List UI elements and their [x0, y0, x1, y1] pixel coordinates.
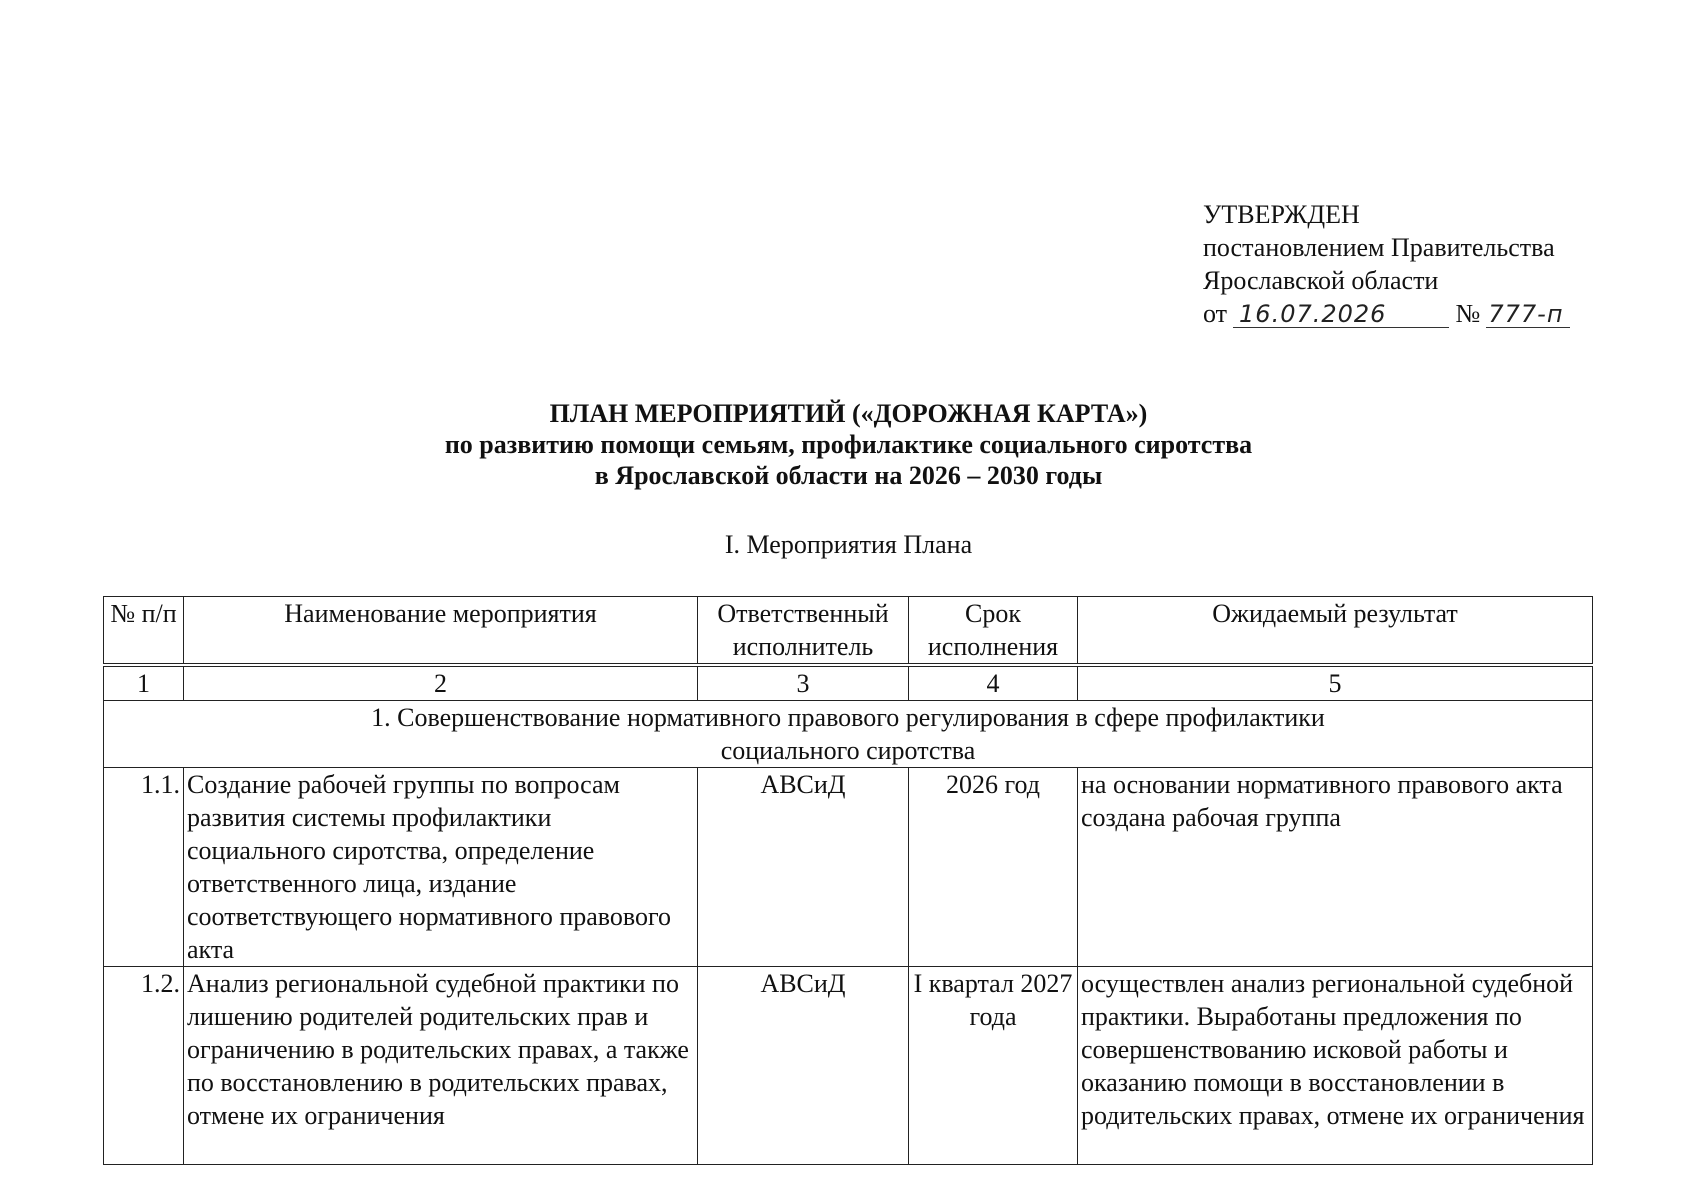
- group-row: [104, 701, 1593, 768]
- column-number: 3: [698, 665, 909, 701]
- row-num: 1.2.: [104, 967, 184, 1165]
- header-deadline: Срок исполнения: [909, 597, 1078, 666]
- row-num: 1.1.: [104, 768, 184, 967]
- column-number: 4: [909, 665, 1078, 701]
- date-prefix: от: [1203, 299, 1228, 328]
- table-row: [104, 768, 1593, 967]
- row-deadline: 2026 год: [909, 768, 1078, 967]
- row-result: осуществлен анализ региональной судебной практики. Выработаны предложения по совершенствованию исковой работы и оказанию помощи в восстановлении в родительских правах, отмене их ограничения: [1078, 967, 1593, 1165]
- title-line-3: в Ярославской области на 2026 – 2030 годы: [594, 461, 1103, 490]
- header-result: Ожидаемый результат: [1078, 597, 1593, 666]
- column-number: 5: [1078, 665, 1593, 701]
- column-numbers-row: [104, 665, 1593, 701]
- table-header-row: [104, 597, 1593, 666]
- number-prefix: №: [1455, 299, 1481, 328]
- row-result: на основании нормативного правового акта создана рабочая группа: [1078, 768, 1593, 967]
- title-line-2: по развитию помощи семьям, профилактике социального сиротства: [444, 430, 1253, 459]
- approval-date-line: [1203, 297, 1570, 330]
- row-deadline: I квартал 2027 года: [909, 967, 1078, 1165]
- group-heading: 1. Совершенствование нормативного правового регулирования в сфере профилактики социального сиротства: [104, 701, 1593, 768]
- header-name: Наименование мероприятия: [184, 597, 698, 666]
- approval-line-2: Ярославской области: [1203, 266, 1439, 295]
- document-title: [0, 398, 1697, 491]
- title-line-1: ПЛАН МЕРОПРИЯТИЙ («ДОРОЖНАЯ КАРТА»): [549, 399, 1148, 428]
- table-row: [104, 967, 1593, 1165]
- approval-line-1: постановлением Правительства: [1203, 233, 1555, 262]
- row-name: Создание рабочей группы по вопросам развития системы профилактики социального сиротства, определение ответственного лица, издание соответствующего нормативного правового акта: [184, 768, 698, 967]
- approval-number: 777-п: [1486, 301, 1570, 328]
- header-executor: Ответственный исполнитель: [698, 597, 909, 666]
- row-name: Анализ региональной судебной практики по лишению родителей родительских прав и ограничению в родительских правах, а также по восстановлению в родительских правах, отмене их ограничения: [184, 967, 698, 1165]
- approval-stamp: [1203, 198, 1570, 330]
- row-executor: АВСиД: [698, 967, 909, 1165]
- row-executor: АВСиД: [698, 768, 909, 967]
- column-number: 1: [104, 665, 184, 701]
- column-number: 2: [184, 665, 698, 701]
- approval-date: 16.07.2026: [1233, 301, 1449, 328]
- section-heading: I. Мероприятия Плана: [724, 530, 973, 559]
- approval-label: УТВЕРЖДЕН: [1203, 200, 1360, 229]
- plan-table: [103, 596, 1593, 1165]
- header-num: № п/п: [104, 597, 184, 666]
